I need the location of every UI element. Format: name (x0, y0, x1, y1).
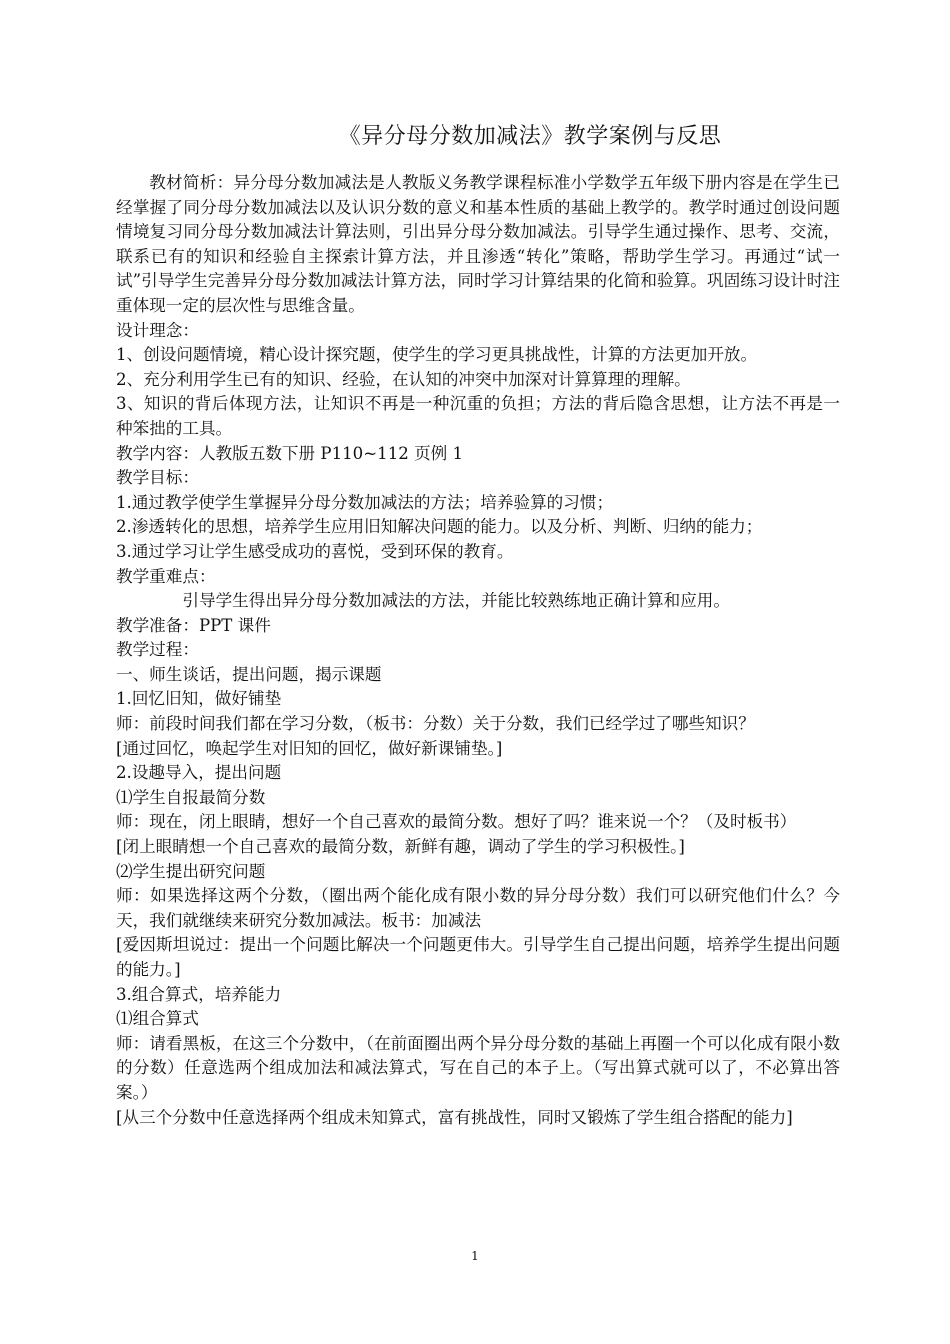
teaching-goal-2: 2.渗透转化的思想，培养学生应用旧知解决问题的能力。以及分析、判断、归纳的能力； (116, 517, 763, 537)
section-heading-1: 一、师生谈话，提出问题，揭示课题 (116, 664, 382, 684)
heading-key-difficulties: 教学重难点： (116, 566, 216, 586)
document-body (116, 171, 840, 1130)
heading-design-concept: 设计理念： (116, 320, 199, 340)
teaching-preparation: 教学准备：PPT 课件 (116, 615, 271, 635)
teacher-prompt-fraction: 师：现在，闭上眼睛，想好一个自己喜欢的最简分数。想好了吗？谁来说一个？（及时板书） (116, 812, 797, 832)
subheading-review: 1.回忆旧知，做好铺垫 (116, 689, 282, 709)
document-title: 《异分母分数加减法》教学案例与反思 (338, 124, 722, 149)
annotation-review: [通过回忆，唤起学生对旧知的回忆，做好新课铺垫。] (116, 738, 503, 758)
teacher-prompt-combine: 师：请看黑板，在这三个分数中，（在前面圈出两个异分母分数的基础上再圈一个可以化成有限小数的分数）任意选两个组成加法和减法算式，写在自己的本子上。（写出算式就可以了，不必算出答案。） (116, 1033, 840, 1102)
design-concept-item-3: 3、知识的背后体现方法，让知识不再是一种沉重的负担；方法的背后隐含思想，让方法不再是一种笨拙的工具。 (116, 394, 840, 438)
design-concept-item-1: 1、创设问题情境，精心设计探究题，使学生的学习更具挑战性，计算的方法更加开放。 (116, 345, 758, 365)
teaching-goal-1: 1.通过教学使学生掌握异分母分数加减法的方法；培养验算的习惯； (116, 492, 614, 512)
key-difficulties-text: 引导学生得出异分母分数加减法的方法，并能比较熟练地正确计算和应用。 (182, 591, 730, 611)
teacher-question-review: 师：前段时间我们都在学习分数，（板书：分数）关于分数，我们已经学过了哪些知识？ (116, 714, 755, 734)
teaching-goal-3: 3.通过学习让学生感受成功的喜悦，受到环保的教育。 (116, 541, 514, 561)
paragraph-textbook-analysis: 教材简析：异分母分数加减法是人教版义务教学课程标准小学数学五年级下册内容是在学生已经掌握了同分母分数加减法以及认识分数的意义和基本性质的基础上教学的。教学时通过创设问题情境复习同分母分数加减法计算法则，引出异分母分数加减法。引导学生通过操作、思考、交流，联系已有的知识和经验自主探索计算方法，并且渗透“转化”策略，帮助学生学习。再通过“试一试”引导学生完善异分母分数加减法计算方法，同时学习计算结果的化简和验算。巩固练习设计时注重体现一定的层次性与思维含量。 (116, 173, 840, 315)
step-report-fraction: ⑴学生自报最简分数 (116, 787, 266, 807)
subheading-combine-expressions: 3.组合算式，培养能力 (116, 984, 282, 1004)
design-concept-item-2: 2、充分利用学生已有的知识、经验，在认知的冲突中加深对计算算理的理解。 (116, 369, 691, 389)
teaching-content: 教学内容：人教版五数下册 P110~112 页例 1 (116, 443, 464, 463)
heading-teaching-goals: 教学目标： (116, 468, 199, 488)
subheading-introduce-question: 2.设趣导入，提出问题 (116, 763, 282, 783)
step-student-question: ⑵学生提出研究问题 (116, 861, 266, 881)
teacher-prompt-research: 师：如果选择这两个分数，（圈出两个能化成有限小数的异分母分数）我们可以研究他们什么？今天，我们就继续来研究分数加减法。板书：加减法 (116, 886, 840, 930)
annotation-einstein: [爱因斯坦说过：提出一个问题比解决一个问题更伟大。引导学生自己提出问题，培养学生提出问题的能力。] (116, 935, 840, 979)
annotation-combine: [从三个分数中任意选择两个组成未知算式，富有挑战性，同时又锻炼了学生组合搭配的能力] (116, 1107, 793, 1127)
page-number: 1 (471, 1249, 479, 1263)
step-combine-expressions: ⑴组合算式 (116, 1009, 199, 1029)
heading-teaching-process: 教学过程： (116, 640, 199, 660)
annotation-fraction-interest: [闭上眼睛想一个自己喜欢的最简分数，新鲜有趣，调动了学生的学习积极性。] (116, 837, 685, 857)
